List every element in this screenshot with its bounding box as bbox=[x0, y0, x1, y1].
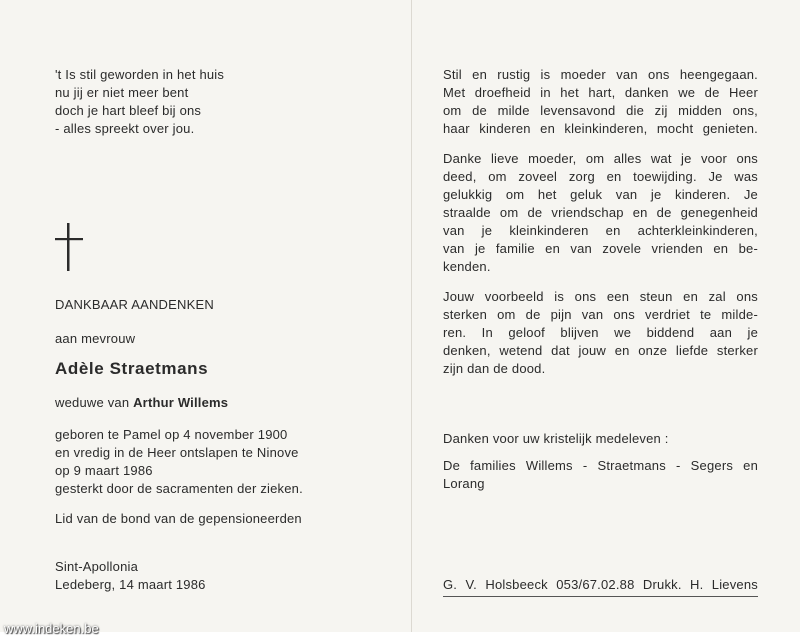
bio-line: op 9 maart 1986 bbox=[55, 463, 153, 478]
text-line: van je kleinkinderen en achterkleinkinderen, bbox=[443, 223, 758, 238]
families-line: Lorang bbox=[443, 476, 485, 491]
text-line: kenden. bbox=[443, 259, 491, 274]
text-line: Danke lieve moeder, om alles wat je voor ons bbox=[443, 151, 758, 166]
text-line: ren. In geloof blijven we biddend aan je bbox=[443, 325, 758, 340]
text-line: deed, om zoveel zorg en toewijding. Je was bbox=[443, 169, 758, 184]
cross-icon bbox=[55, 223, 85, 273]
heading: DANKBAAR AANDENKEN bbox=[55, 297, 214, 312]
place: Sint-Apollonia bbox=[55, 559, 139, 574]
husband-name: Arthur Willems bbox=[133, 395, 229, 410]
bio-line: en vredig in de Heer ontslapen te Ninove bbox=[55, 445, 299, 460]
poem-line: doch je hart bleef bij ons bbox=[55, 103, 202, 118]
text-line: Stil en rustig is moeder van ons heengegaan. bbox=[443, 67, 758, 82]
text-line: straalde om de vriendschap en de genegenheid bbox=[443, 205, 758, 220]
widow-prefix: weduwe van bbox=[55, 395, 130, 410]
text-line: zijn dan de dood. bbox=[443, 361, 546, 376]
date-line: Ledeberg, 14 maart 1986 bbox=[55, 577, 206, 592]
poem-line: nu jij er niet meer bent bbox=[55, 85, 189, 100]
thanks-line: Danken voor uw kristelijk medeleven : bbox=[443, 431, 669, 446]
text-line: Jouw voorbeeld is ons een steun en zal ons bbox=[443, 289, 758, 304]
fold-line bbox=[411, 0, 412, 632]
footer-strip bbox=[0, 632, 800, 642]
poem-line: 't Is stil geworden in het huis bbox=[55, 67, 225, 82]
text-line: Met droefheid in het hart, danken we de Heer bbox=[443, 85, 758, 100]
bio-line: gesterkt door de sacramenten der zieken. bbox=[55, 481, 303, 496]
poem-line: - alles spreekt over jou. bbox=[55, 121, 195, 136]
text-line: denken, wetend dat jouw en onze liefde sterker bbox=[443, 343, 758, 358]
watermark: www.indeken.be bbox=[4, 621, 99, 636]
text-line: sterken om de pijn van ons verdriet te milde- bbox=[443, 307, 758, 322]
widow-line bbox=[55, 394, 228, 412]
bio-line: geboren te Pamel op 4 november 1900 bbox=[55, 427, 288, 442]
printer-line: G. V. Holsbeeck 053/67.02.88 Drukk. H. Lievens bbox=[443, 577, 758, 592]
deceased-name: Adèle Straetmans bbox=[55, 359, 209, 378]
text-line: haar kinderen en kleinkinderen, mocht genieten. bbox=[443, 121, 758, 136]
text-line: om de milde levensavond die zij midden ons, bbox=[443, 103, 758, 118]
membership: Lid van de bond van de gepensioneerden bbox=[55, 511, 302, 526]
divider bbox=[443, 596, 758, 597]
text-line: gelukkig om het geluk van je kinderen. Je bbox=[443, 187, 758, 202]
recipient-prefix: aan mevrouw bbox=[55, 331, 136, 346]
text-line: van je familie en van zovele vrienden en be- bbox=[443, 241, 758, 256]
families-line: De families Willems - Straetmans - Segers en bbox=[443, 458, 758, 473]
